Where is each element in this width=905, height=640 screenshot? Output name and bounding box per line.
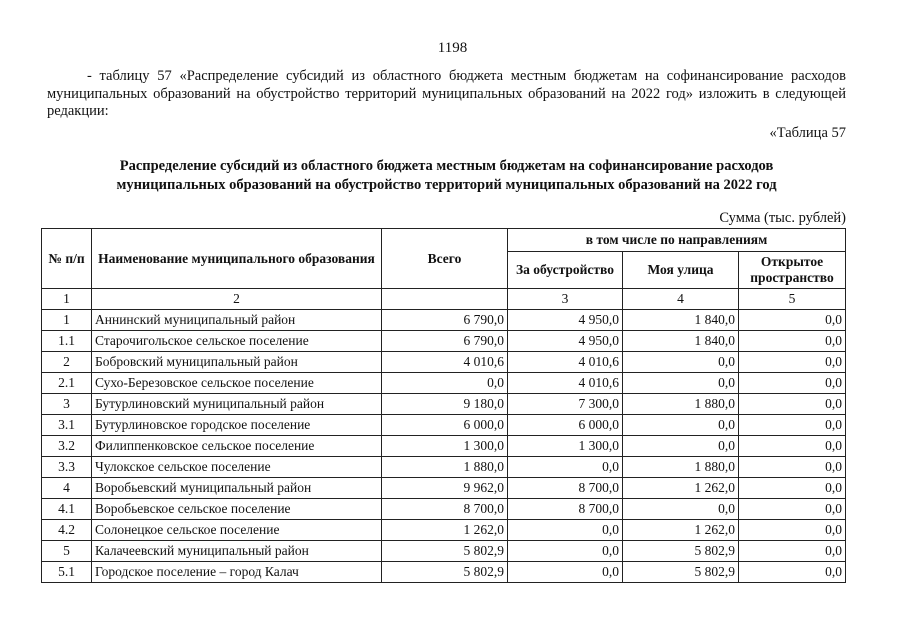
municipality-name-cell: Аннинский муниципальный район bbox=[92, 310, 382, 331]
header-total: Всего bbox=[382, 229, 508, 289]
row-number-cell: 5.1 bbox=[42, 562, 92, 583]
municipality-name-cell: Воробьевский муниципальный район bbox=[92, 478, 382, 499]
total-cell: 6 000,0 bbox=[382, 415, 508, 436]
municipality-name-cell: Сухо-Березовское сельское поселение bbox=[92, 373, 382, 394]
total-cell: 4 010,6 bbox=[382, 352, 508, 373]
total-cell: 8 700,0 bbox=[382, 499, 508, 520]
municipality-name-cell: Бутурлиновское городское поселение bbox=[92, 415, 382, 436]
open-space-cell: 0,0 bbox=[739, 457, 846, 478]
improvement-cell: 7 300,0 bbox=[508, 394, 623, 415]
table-row bbox=[42, 373, 846, 394]
my-street-cell: 0,0 bbox=[623, 436, 739, 457]
my-street-cell: 1 880,0 bbox=[623, 394, 739, 415]
table-row bbox=[42, 352, 846, 373]
total-cell: 1 300,0 bbox=[382, 436, 508, 457]
my-street-cell: 5 802,9 bbox=[623, 541, 739, 562]
table-row bbox=[42, 415, 846, 436]
improvement-cell: 6 000,0 bbox=[508, 415, 623, 436]
total-cell: 6 790,0 bbox=[382, 331, 508, 352]
table-row bbox=[42, 394, 846, 415]
title-line-1: Распределение субсидий из областного бюджета местным бюджетам на софинансирование расходов bbox=[119, 158, 774, 174]
improvement-cell: 4 950,0 bbox=[508, 310, 623, 331]
improvement-cell: 8 700,0 bbox=[508, 499, 623, 520]
row-number-cell: 2 bbox=[42, 352, 92, 373]
municipality-name-cell: Чулокское сельское поселение bbox=[92, 457, 382, 478]
total-cell: 9 180,0 bbox=[382, 394, 508, 415]
column-number: 2 bbox=[92, 289, 382, 310]
improvement-cell: 4 010,6 bbox=[508, 373, 623, 394]
table-row bbox=[42, 457, 846, 478]
my-street-cell: 5 802,9 bbox=[623, 562, 739, 583]
units-caption: Сумма (тыс. рублей) bbox=[719, 210, 846, 226]
page-number: 1198 bbox=[437, 40, 468, 56]
my-street-cell: 0,0 bbox=[623, 373, 739, 394]
row-number-cell: 3.2 bbox=[42, 436, 92, 457]
row-number-cell: 5 bbox=[42, 541, 92, 562]
header-municipality: Наименование муниципального образования bbox=[92, 229, 382, 289]
header-my-street: Моя улица bbox=[623, 252, 739, 289]
improvement-cell: 0,0 bbox=[508, 520, 623, 541]
column-number-row bbox=[42, 289, 846, 310]
row-number-cell: 3 bbox=[42, 394, 92, 415]
my-street-cell: 1 840,0 bbox=[623, 331, 739, 352]
column-number: 4 bbox=[623, 289, 739, 310]
table-reference: «Таблица 57 bbox=[769, 125, 846, 141]
total-cell: 6 790,0 bbox=[382, 310, 508, 331]
open-space-cell: 0,0 bbox=[739, 436, 846, 457]
my-street-cell: 1 840,0 bbox=[623, 310, 739, 331]
row-number-cell: 3.1 bbox=[42, 415, 92, 436]
intro-paragraph: - таблицу 57 «Распределение субсидий из областного бюджета местным бюджетам на софинансирование расходов муниципальных образований на обустройство территорий муниципальных образований на 2022 год» изложить в следующей редакции: bbox=[47, 68, 846, 119]
subsidy-table bbox=[41, 228, 846, 583]
open-space-cell: 0,0 bbox=[739, 520, 846, 541]
table-row bbox=[42, 478, 846, 499]
improvement-cell: 1 300,0 bbox=[508, 436, 623, 457]
total-cell: 0,0 bbox=[382, 373, 508, 394]
open-space-cell: 0,0 bbox=[739, 541, 846, 562]
row-number-cell: 1 bbox=[42, 310, 92, 331]
column-number: 3 bbox=[508, 289, 623, 310]
municipality-name-cell: Воробьевское сельское поселение bbox=[92, 499, 382, 520]
my-street-cell: 1 262,0 bbox=[623, 520, 739, 541]
row-number-cell: 3.3 bbox=[42, 457, 92, 478]
municipality-name-cell: Калачеевский муниципальный район bbox=[92, 541, 382, 562]
open-space-cell: 0,0 bbox=[739, 310, 846, 331]
header-open-space: Открытое пространство bbox=[739, 252, 846, 289]
table-row bbox=[42, 541, 846, 562]
my-street-cell: 0,0 bbox=[623, 499, 739, 520]
open-space-cell: 0,0 bbox=[739, 331, 846, 352]
table-row bbox=[42, 310, 846, 331]
table-row bbox=[42, 499, 846, 520]
column-number bbox=[382, 289, 508, 310]
municipality-name-cell: Городское поселение – город Калач bbox=[92, 562, 382, 583]
row-number-cell: 4 bbox=[42, 478, 92, 499]
my-street-cell: 0,0 bbox=[623, 352, 739, 373]
municipality-name-cell: Старочигольское сельское поселение bbox=[92, 331, 382, 352]
table-row bbox=[42, 436, 846, 457]
table-body bbox=[42, 310, 846, 583]
header-number: № п/п bbox=[42, 229, 92, 289]
column-number: 5 bbox=[739, 289, 846, 310]
total-cell: 5 802,9 bbox=[382, 562, 508, 583]
improvement-cell: 8 700,0 bbox=[508, 478, 623, 499]
improvement-cell: 0,0 bbox=[508, 562, 623, 583]
row-number-cell: 2.1 bbox=[42, 373, 92, 394]
improvement-cell: 4 950,0 bbox=[508, 331, 623, 352]
row-number-cell: 4.2 bbox=[42, 520, 92, 541]
title-line-2: муниципальных образований на обустройство территорий муниципальных образований на 2022 год bbox=[116, 177, 777, 193]
table-row bbox=[42, 562, 846, 583]
improvement-cell: 0,0 bbox=[508, 541, 623, 562]
open-space-cell: 0,0 bbox=[739, 562, 846, 583]
column-number: 1 bbox=[42, 289, 92, 310]
municipality-name-cell: Бутурлиновский муниципальный район bbox=[92, 394, 382, 415]
header-directions-group: в том числе по направлениям bbox=[508, 229, 846, 252]
total-cell: 5 802,9 bbox=[382, 541, 508, 562]
row-number-cell: 1.1 bbox=[42, 331, 92, 352]
municipality-name-cell: Солонецкое сельское поселение bbox=[92, 520, 382, 541]
my-street-cell: 1 880,0 bbox=[623, 457, 739, 478]
document-title bbox=[47, 157, 846, 195]
my-street-cell: 1 262,0 bbox=[623, 478, 739, 499]
open-space-cell: 0,0 bbox=[739, 373, 846, 394]
my-street-cell: 0,0 bbox=[623, 415, 739, 436]
header-improvement: За обустройство bbox=[508, 252, 623, 289]
table-row bbox=[42, 520, 846, 541]
open-space-cell: 0,0 bbox=[739, 394, 846, 415]
open-space-cell: 0,0 bbox=[739, 478, 846, 499]
total-cell: 9 962,0 bbox=[382, 478, 508, 499]
open-space-cell: 0,0 bbox=[739, 352, 846, 373]
open-space-cell: 0,0 bbox=[739, 415, 846, 436]
total-cell: 1 262,0 bbox=[382, 520, 508, 541]
total-cell: 1 880,0 bbox=[382, 457, 508, 478]
table-row bbox=[42, 331, 846, 352]
municipality-name-cell: Бобровский муниципальный район bbox=[92, 352, 382, 373]
improvement-cell: 4 010,6 bbox=[508, 352, 623, 373]
municipality-name-cell: Филиппенковское сельское поселение bbox=[92, 436, 382, 457]
open-space-cell: 0,0 bbox=[739, 499, 846, 520]
row-number-cell: 4.1 bbox=[42, 499, 92, 520]
improvement-cell: 0,0 bbox=[508, 457, 623, 478]
